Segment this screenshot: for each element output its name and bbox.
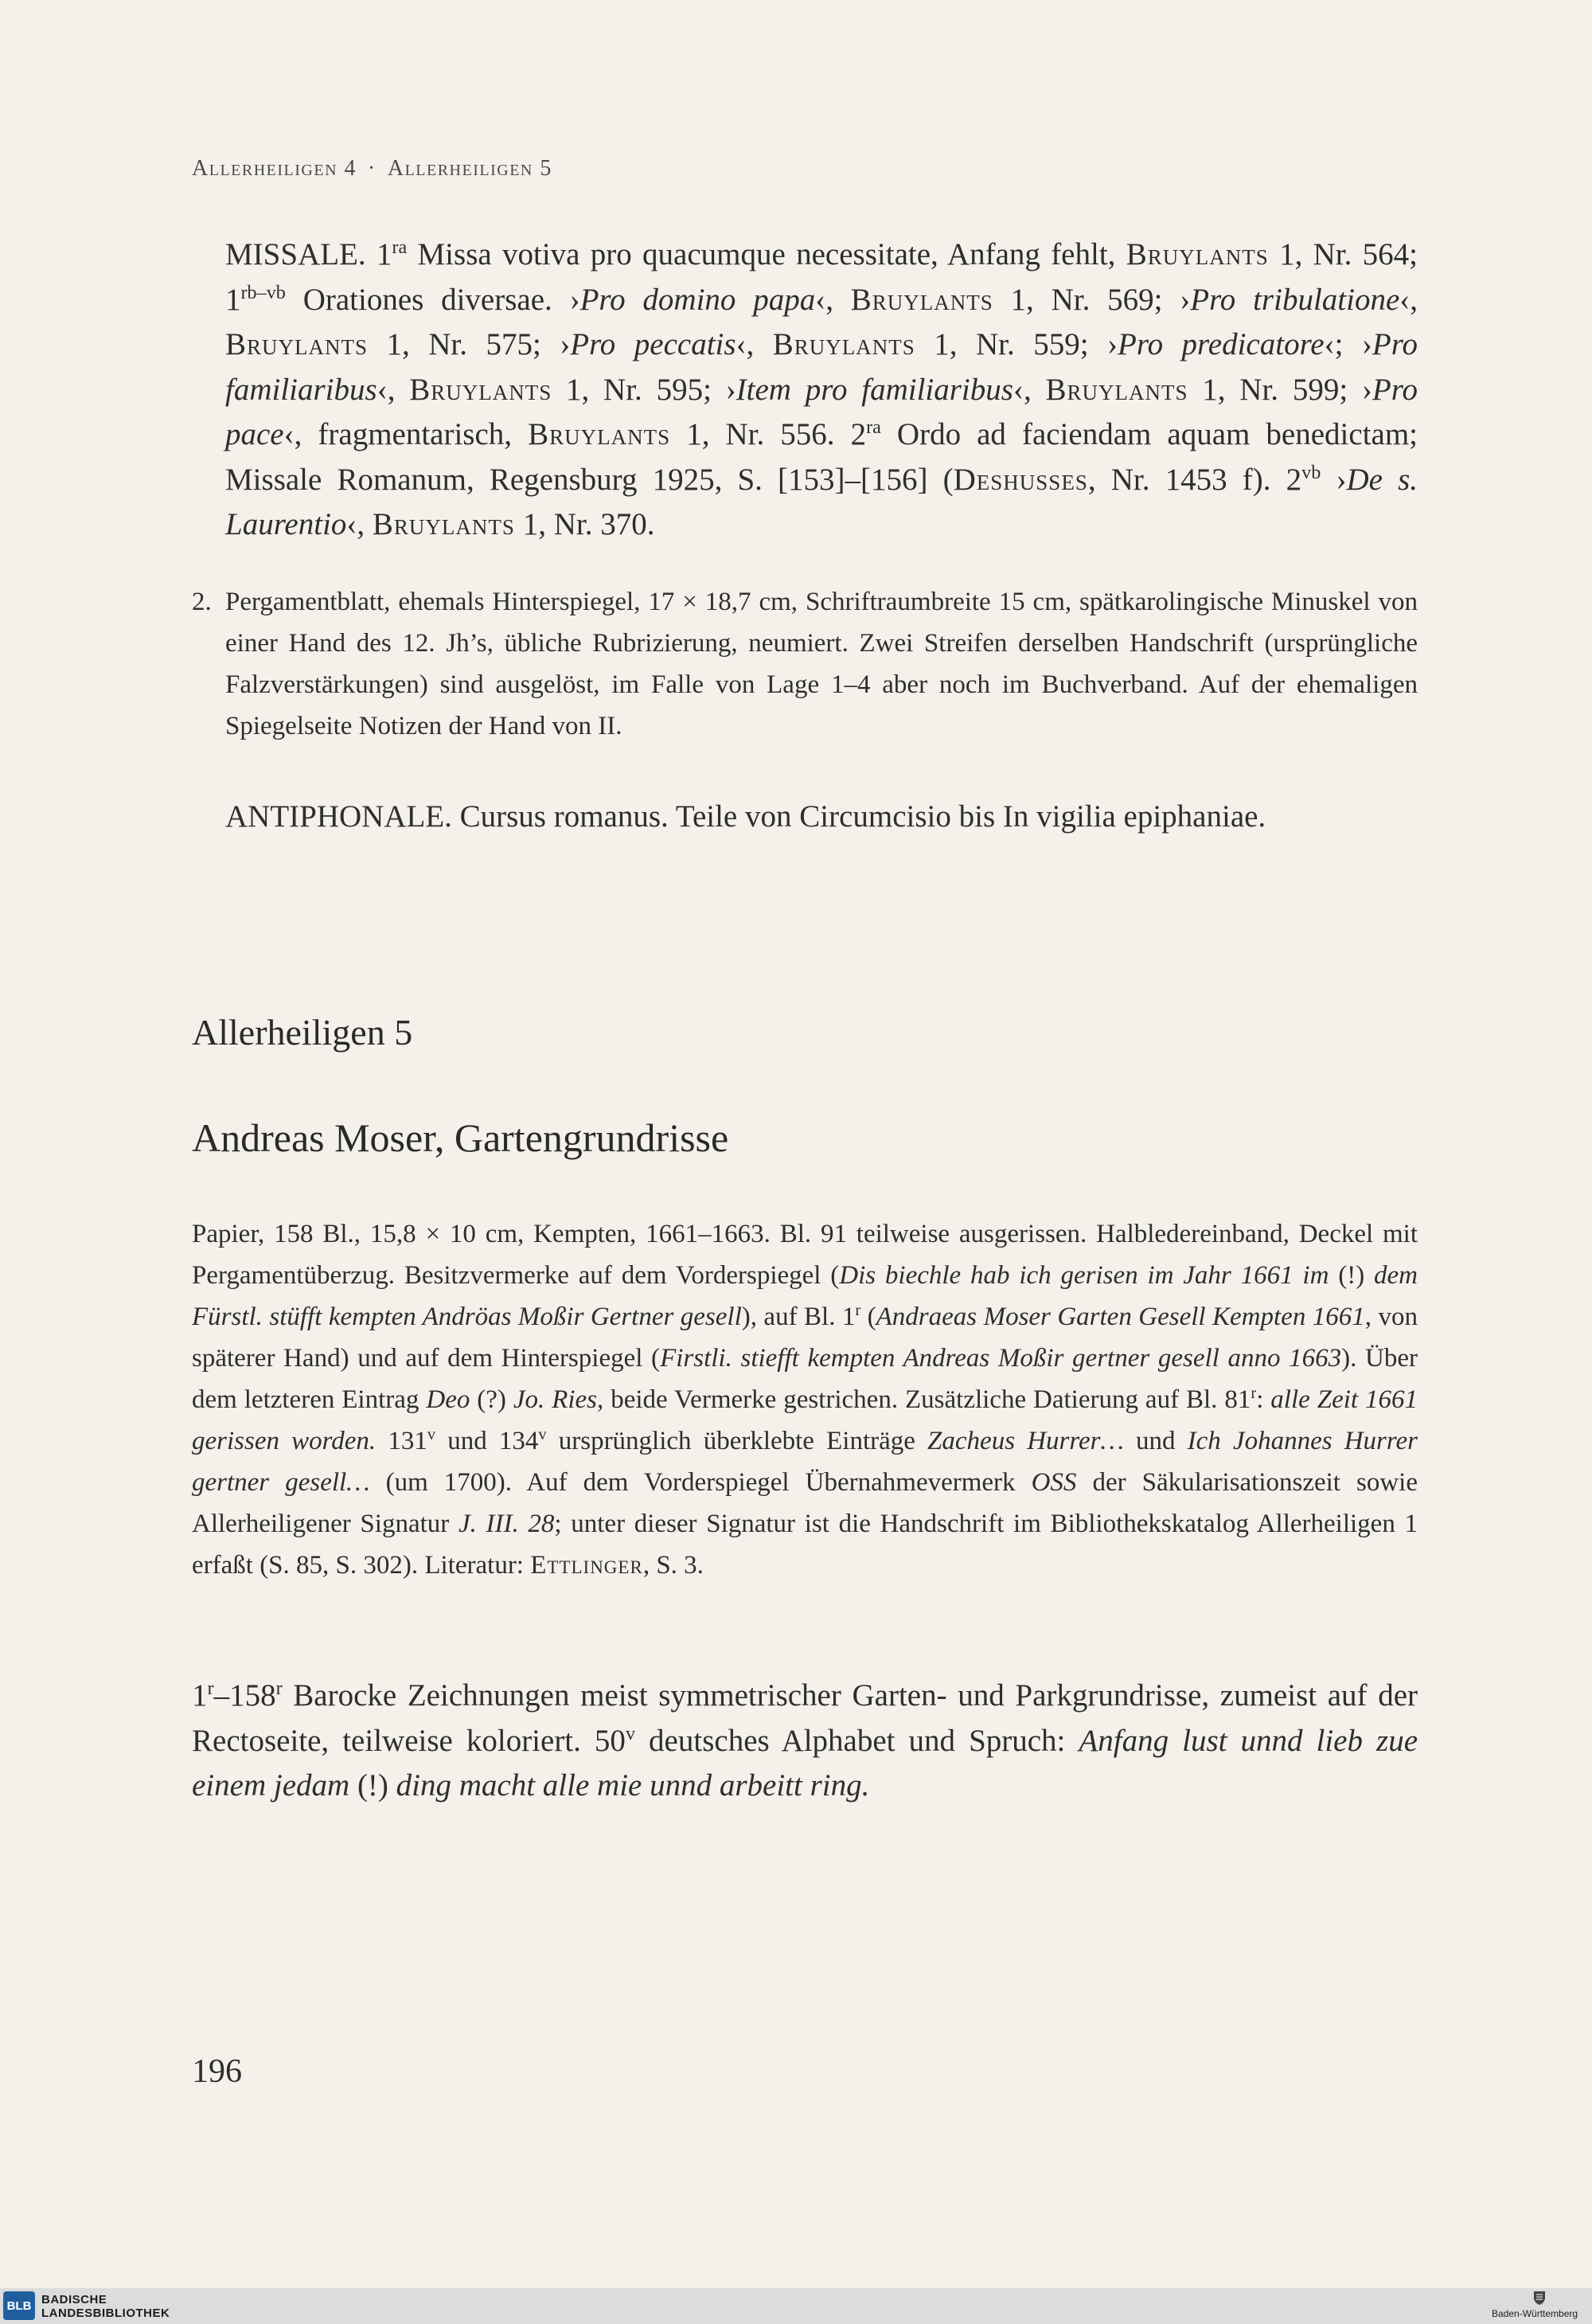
blb-logo-text: BLB [6, 2299, 32, 2313]
running-head [192, 156, 552, 182]
library-name-line-1: BADISCHE [41, 2293, 107, 2306]
item-number: 2. [192, 588, 212, 616]
coat-of-arms-icon [1532, 2290, 1547, 2306]
content-paragraph: 1$^r$–158$^r$ Barocke Zeichnungen meist symmetrischer Garten- und Parkgrundrisse, zumeist auf der Rectoseite, teilweise koloriert. 50$^v$ deutsches Alphabet und Spruch: Anfang lust unnd lieb zue einem jedam (!) ding macht alle mie unnd arbeitt ring. [192, 1678, 1418, 1803]
signature-heading: Allerheiligen 5 [192, 1012, 413, 1053]
antiphonale-paragraph: ANTIPHONALE. Cursus romanus. Teile von Circumcisio bis In vigilia epiphaniae. [225, 799, 1266, 834]
page-number: 196 [192, 2053, 242, 2090]
blb-logo [3, 2291, 35, 2320]
footer-bar [0, 2288, 1592, 2324]
description-paragraph: Papier, 158 Bl., 15,8 × 10 cm, Kempten, 1661–1663. Bl. 91 teilweise ausgerissen. Halbledereinband, Deckel mit Pergamentüberzug. Besitzvermerke auf dem Vorderspiegel (Dis biechle hab ich gerisen im Jahr 1661 im (!) dem Fürstl. stüfft kempten Andröas Moßir Gertner gesell), auf Bl. 1$^r$ (Andraeas Moser Garten Gesell Kempten 1661, von späterer Hand) und auf dem Hinterspiegel (Firstli. stiefft kempten Andreas Moßir gertner gesell anno 1663). Über dem letzteren Eintrag Deo (?) Jo. Ries, beide Vermerke gestrichen. Zusätzliche Datierung auf Bl. 81$^r$: alle Zeit 1661 gerissen worden. 131$^v$ und 134$^v$ ursprünglich überklebte Einträge Zacheus Hurrer… und Ich Johannes Hurrer gertner gesell… (um 1700). Auf dem Vorderspiegel Übernahmevermerk OSS der Säkularisationszeit sowie Allerheiligener Signatur J. III. 28; unter dieser Signatur ist die Handschrift im Bibliothekskatalog Allerheiligen 1 erfaßt (S. 85, S. 302). Literatur: Ettlinger, S. 3. [192, 1220, 1418, 1580]
running-head-left: Allerheiligen 4 [192, 156, 357, 181]
item-2-paragraph [192, 581, 1418, 747]
state-label: Baden-Württemberg [1492, 2308, 1578, 2319]
library-name-line-2: LANDESBIBLIOTHEK [41, 2306, 170, 2320]
missale-paragraph: MISSALE. $1^{ra}$ Missa votiva pro quacumque necessitate, Anfang fehlt, Bruylants 1, Nr. 564; $1^{rb-vb}$ Orationes diversae. ›Pro domino papa‹, Bruylants 1, Nr. 569; ›Pro tribulatione‹, Bruylants 1, Nr. 575; ›Pro peccatis‹, Bruylants 1, Nr. 559; ›Pro predicatore‹; ›Pro familiaribus‹, Bruylants 1, Nr. 595; ›Item pro familiaribus‹, Bruylants 1, Nr. 599; ›Pro pace‹, fragmentarisch, Bruylants 1, Nr. 556. $2^{ra}$ Ordo ad faciendam aquam benedictam; Missale Romanum, Regensburg 1925, S. [153]–[156] (Deshusses, Nr. 1453 f). $2^{vb}$ ›De s. Laurentio‹, Bruylants 1, Nr. 370. [225, 236, 1418, 541]
running-head-right: Allerheiligen 5 [387, 156, 552, 181]
running-head-separator: · [368, 156, 377, 181]
library-name [41, 2293, 170, 2320]
item-2-text: Pergamentblatt, ehemals Hinterspiegel, 17 × 18,7 cm, Schriftraumbreite 15 cm, spätkarolingische Minuskel von einer Hand des 12. Jh’s, übliche Rubrizierung, neumiert. Zwei Streifen derselben Handschrift (ursprüngliche Falzverstärkungen) sind ausgelöst, im Falle von Lage 1–4 aber noch im Buchverband. Auf der ehemaligen Spiegelseite Notizen der Hand von II. [225, 588, 1418, 740]
manuscript-title: Andreas Moser, Gartengrundrisse [192, 1115, 729, 1160]
